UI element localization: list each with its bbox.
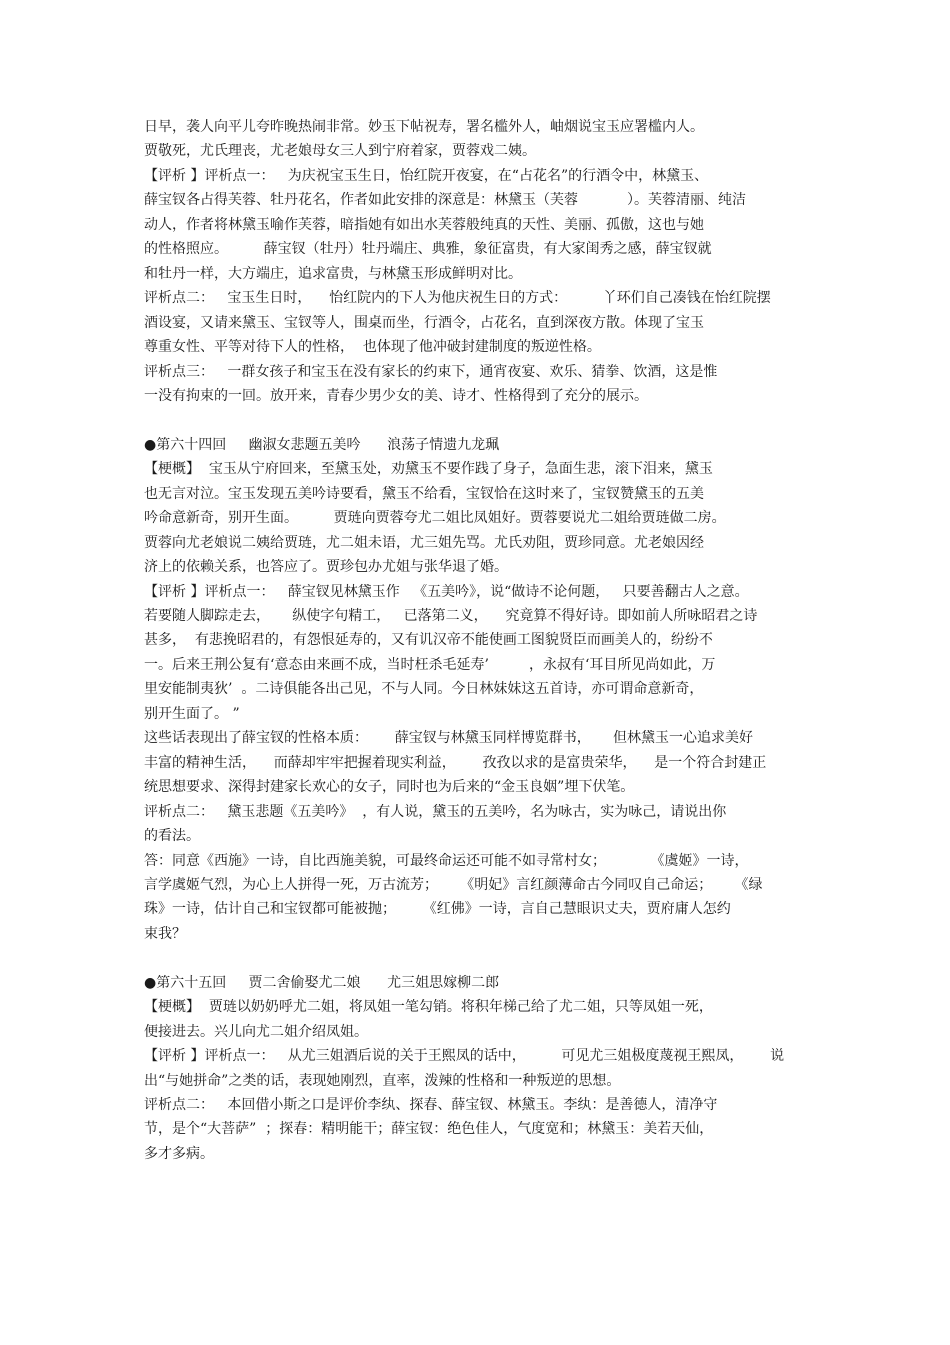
text-line: ●第六十四回 幽淑女悲题五美吟 浪荡子情遗九龙珮: [144, 437, 500, 453]
text-line: 答：同意《西施》一诗，自比西施美貌，可最终命运还可能不如寻常村女； 《虞姬》一诗，: [144, 853, 749, 869]
text-line: 别开生面了。 ”: [144, 706, 240, 722]
text-line: 【梗概】 贾琏以奶奶呼尤二姐，将凤姐一笔勾销。将积年梯己给了尤二姐，只等凤姐一死，: [144, 999, 713, 1015]
text-line: 和牡丹一样，大方端庄，追求富贵，与林黛玉形成鲜明对比。: [144, 266, 522, 282]
text-line: 出“与她拼命”之类的话，表现她刚烈，直率，泼辣的性格和一种叛逆的思想。: [144, 1073, 621, 1089]
text-line: 【梗概】 宝玉从宁府回来，至黛玉处，劝黛玉不要作践了身子，急面生悲，滚下泪来，黛玉: [144, 461, 713, 477]
text-line: 尊重女性、平等对待下人的性格， 也体现了他冲破封建制度的叛逆性格。: [144, 339, 601, 355]
text-line: 统思想要求、深得封建家长欢心的女子，同时也为后来的“金玉良姻”埋下伏笔。: [144, 779, 635, 795]
text-line: 济上的依赖关系，也答应了。贾珍包办尤姐与张华退了婚。: [144, 559, 508, 575]
text-line: 【评析 】评析点一： 为庆祝宝玉生日，怡红院开夜宴，在“占花名”的行酒令中，林黛玉、: [144, 168, 709, 184]
text-line: 节，是个“大菩萨” ；探春：精明能干；薛宝钗：绝色佳人，气度宽和；林黛玉：美若天仙，: [144, 1121, 714, 1137]
text-line: 日早，袭人向平儿夸昨晚热闹非常。妙玉下帖祝寿，署名槛外人，岫烟说宝玉应署槛内人。: [144, 119, 704, 135]
text-line: 的性格照应。 薛宝钗（牡丹）牡丹端庄、典雅，象征富贵，有大家闺秀之感，薛宝钗就: [144, 241, 712, 257]
text-line: 评析点三： 一群女孩子和宝玉在没有家长的约束下，通宵夜宴、欢乐、猜拳、饮酒，这是惟: [144, 364, 718, 380]
text-line: 评析点二： 黛玉悲题《五美吟》 ，有人说，黛玉的五美吟，名为咏古，实为咏己，请说出你: [144, 804, 727, 820]
text-line: 甚多， 有悲挽昭君的，有怨恨延寿的，又有讥汉帝不能使画工图貌贤臣而画美人的，纷纷不: [144, 632, 713, 648]
text-line: 【评析 】评析点一： 薛宝钗见林黛玉作 《五美吟》，说“做诗不论何题， 只要善翻古人之意。: [144, 584, 749, 600]
text-line: 吟命意新奇，别开生面。 贾琏向贾蓉夸尤二姐比凤姐好。贾蓉要说尤二姐给贾琏做二房。: [144, 510, 726, 526]
text-line: 酒设宴，又请来黛玉、宝钗等人，围桌而坐，行酒令，占花名，直到深夜方散。体现了宝玉: [144, 315, 704, 331]
text-line: 也无言对泣。宝玉发现五美吟诗要看，黛玉不给看，宝钗恰在这时来了，宝钗赞黛玉的五美: [144, 486, 704, 502]
text-line: 便接进去。兴儿向尤二姐介绍凤姐。: [144, 1024, 368, 1040]
text-line: 动人，作者将林黛玉喻作芙蓉，暗指她有如出水芙蓉般纯真的天性、美丽、孤傲，这也与她: [144, 217, 704, 233]
text-line: ●第六十五回 贾二舍偷娶尤二娘 尤三姐思嫁柳二郎: [144, 975, 500, 991]
text-line: 一。后来王荆公复有‘意态由来画不成，当时枉杀毛延寿’ ，永叔有‘耳目所见尚如此，万: [144, 657, 716, 673]
text-line: 【评析 】评析点一： 从尤三姐酒后说的关于王熙凤的话中， 可见尤三姐极度蔑视王熙凤， 说: [144, 1048, 785, 1064]
text-line: 的看法。: [144, 828, 200, 844]
text-line: 评析点二： 本回借小斯之口是评价李纨、探春、薛宝钗、林黛玉。李纨：是善德人，清净守: [144, 1097, 718, 1113]
text-line: 薛宝钗各占得芙蓉、牡丹花名，作者如此安排的深意是：林黛玉（芙蓉 ）。芙蓉清丽、纯洁: [144, 192, 746, 208]
text-line: 言学虞姬气烈，为心上人拼得一死，万古流芳； 《明妃》言红颜薄命古今同叹自己命运； 《绿: [144, 877, 763, 893]
text-line: 丰富的精神生活， 而薛却牢牢把握着现实利益， 孜孜以求的是富贵荣华， 是一个符合封建正: [144, 755, 767, 771]
text-line: 多才多病。: [144, 1146, 214, 1162]
text-line: 珠》一诗，估计自己和宝钗都可能被抛； 《红佛》一诗，言自己慧眼识丈夫，贾府庸人怎约: [144, 901, 731, 917]
text-line: 这些话表现出了薛宝钗的性格本质： 薛宝钗与林黛玉同样博览群书， 但林黛玉一心追求美好: [144, 730, 753, 746]
text-line: 贾敬死，尤氏理丧，尤老娘母女三人到宁府着家，贾蓉戏二姨。: [144, 143, 536, 159]
text-line: 一没有拘束的一回。放开来，青春少男少女的美、诗才、性格得到了充分的展示。: [144, 388, 648, 404]
text-line: 束我？: [144, 926, 186, 942]
text-line: 贾蓉向尤老娘说二姨给贾琏，尤二姐未语，尤三姐先骂。尤氏劝阻，贾珍同意。尤老娘因经: [144, 535, 704, 551]
text-line: 里安能制夷狄’ 。二诗俱能各出己见，不与人同。今日林妹妹这五首诗，亦可谓命意新奇，: [144, 681, 704, 697]
text-line: 若要随人脚踪走去， 纵使字句精工， 已落第二义， 究竟算不得好诗。即如前人所咏昭君之诗: [144, 608, 758, 624]
text-line: 评析点二： 宝玉生日时， 怡红院内的下人为他庆祝生日的方式： 丫环们自己凑钱在怡红院摆: [144, 290, 771, 306]
